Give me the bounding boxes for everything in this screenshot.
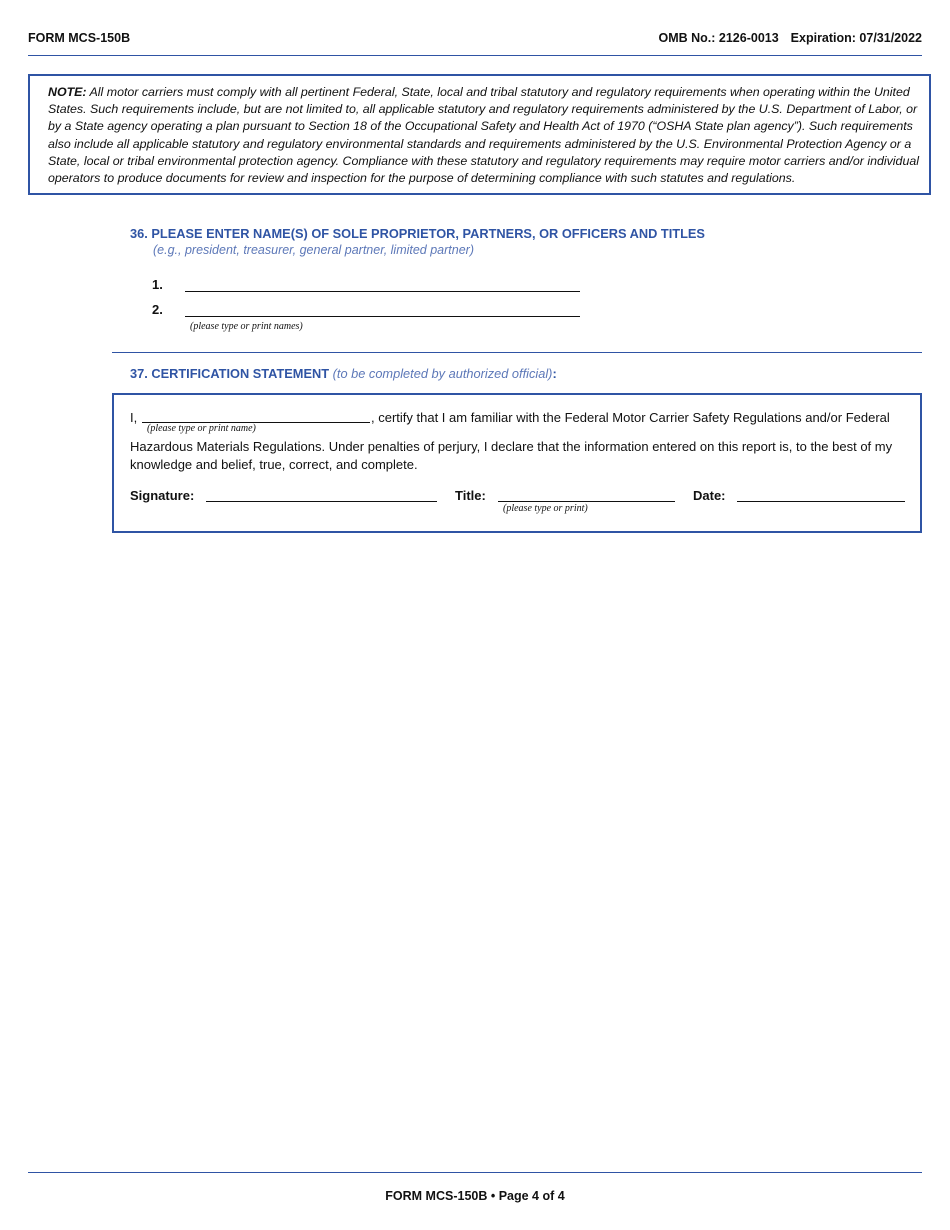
title-label: Title: <box>455 488 486 503</box>
footer-page-label: FORM MCS-150B • Page 4 of 4 <box>385 1189 565 1203</box>
name-line-1-label: 1. <box>152 277 163 292</box>
form-id: FORM MCS-150B <box>28 31 131 45</box>
section-37-colon: : <box>552 366 557 381</box>
cert-prefix: I, <box>130 410 138 425</box>
footer-divider <box>28 1172 922 1173</box>
note-box <box>28 74 931 195</box>
title-hint: (please type or print) <box>503 503 588 514</box>
cert-text-line-2: Hazardous Materials Regulations. Under penalties of perjury, I declare that the information entered on this report is, to the best of my knowledge and belief, true, correct, and complete. <box>130 439 893 472</box>
name-line-2-label: 2. <box>152 302 163 317</box>
date-label: Date: <box>693 488 726 503</box>
section-37-title <box>130 366 557 381</box>
section-36-title: 36. PLEASE ENTER NAME(S) OF SOLE PROPRIETOR, PARTNERS, OR OFFICERS AND TITLES <box>130 226 705 241</box>
section-divider <box>112 352 922 353</box>
note-label: NOTE: <box>48 85 87 99</box>
title-input[interactable] <box>498 501 675 502</box>
names-hint: (please type or print names) <box>190 321 303 332</box>
omb-number: OMB No.: 2126-0013 <box>658 31 779 45</box>
name-line-1-input[interactable] <box>185 291 580 292</box>
omb-info <box>658 31 922 45</box>
cert-text-line-1: , certify that I am familiar with the Federal Motor Carrier Safety Regulations and/or Federal <box>371 410 890 425</box>
note-text: All motor carriers must comply with all pertinent Federal, State, local and tribal statutory and regulatory requirements when operating within the United States. Such requirements include, but are not limited to, all applicable statutory and regulatory requirements administered by the U.S. Department of Labor, or by a State agency operating a plan pursuant to Section 18 of the Occupational Safety and Health Act of 1970 (“OSHA State plan agency”). Such requirements also include all applicable statutory and regulatory environmental standards and requirements administered by the U.S. Environmental Protection Agency or a State, local or tribal environmental protection agency. Compliance with these statutory and regulatory requirements may require motor carriers and/or individual operators to produce documents for review and inspection for the purpose of determining compliance with such statutes and regulations. <box>48 85 919 186</box>
header-divider <box>28 55 922 56</box>
date-input[interactable] <box>737 501 905 502</box>
signature-input[interactable] <box>206 501 437 502</box>
section-37-title-text: 37. CERTIFICATION STATEMENT <box>130 366 330 381</box>
official-name-hint: (please type or print name) <box>147 423 256 434</box>
signature-label: Signature: <box>130 488 195 503</box>
expiration-date: Expiration: 07/31/2022 <box>790 31 922 45</box>
section-36-subtitle: (e.g., president, treasurer, general partner, limited partner) <box>153 243 474 257</box>
certification-box <box>112 393 922 533</box>
section-37-paren: (to be completed by authorized official) <box>332 366 553 381</box>
name-line-2-input[interactable] <box>185 316 580 317</box>
